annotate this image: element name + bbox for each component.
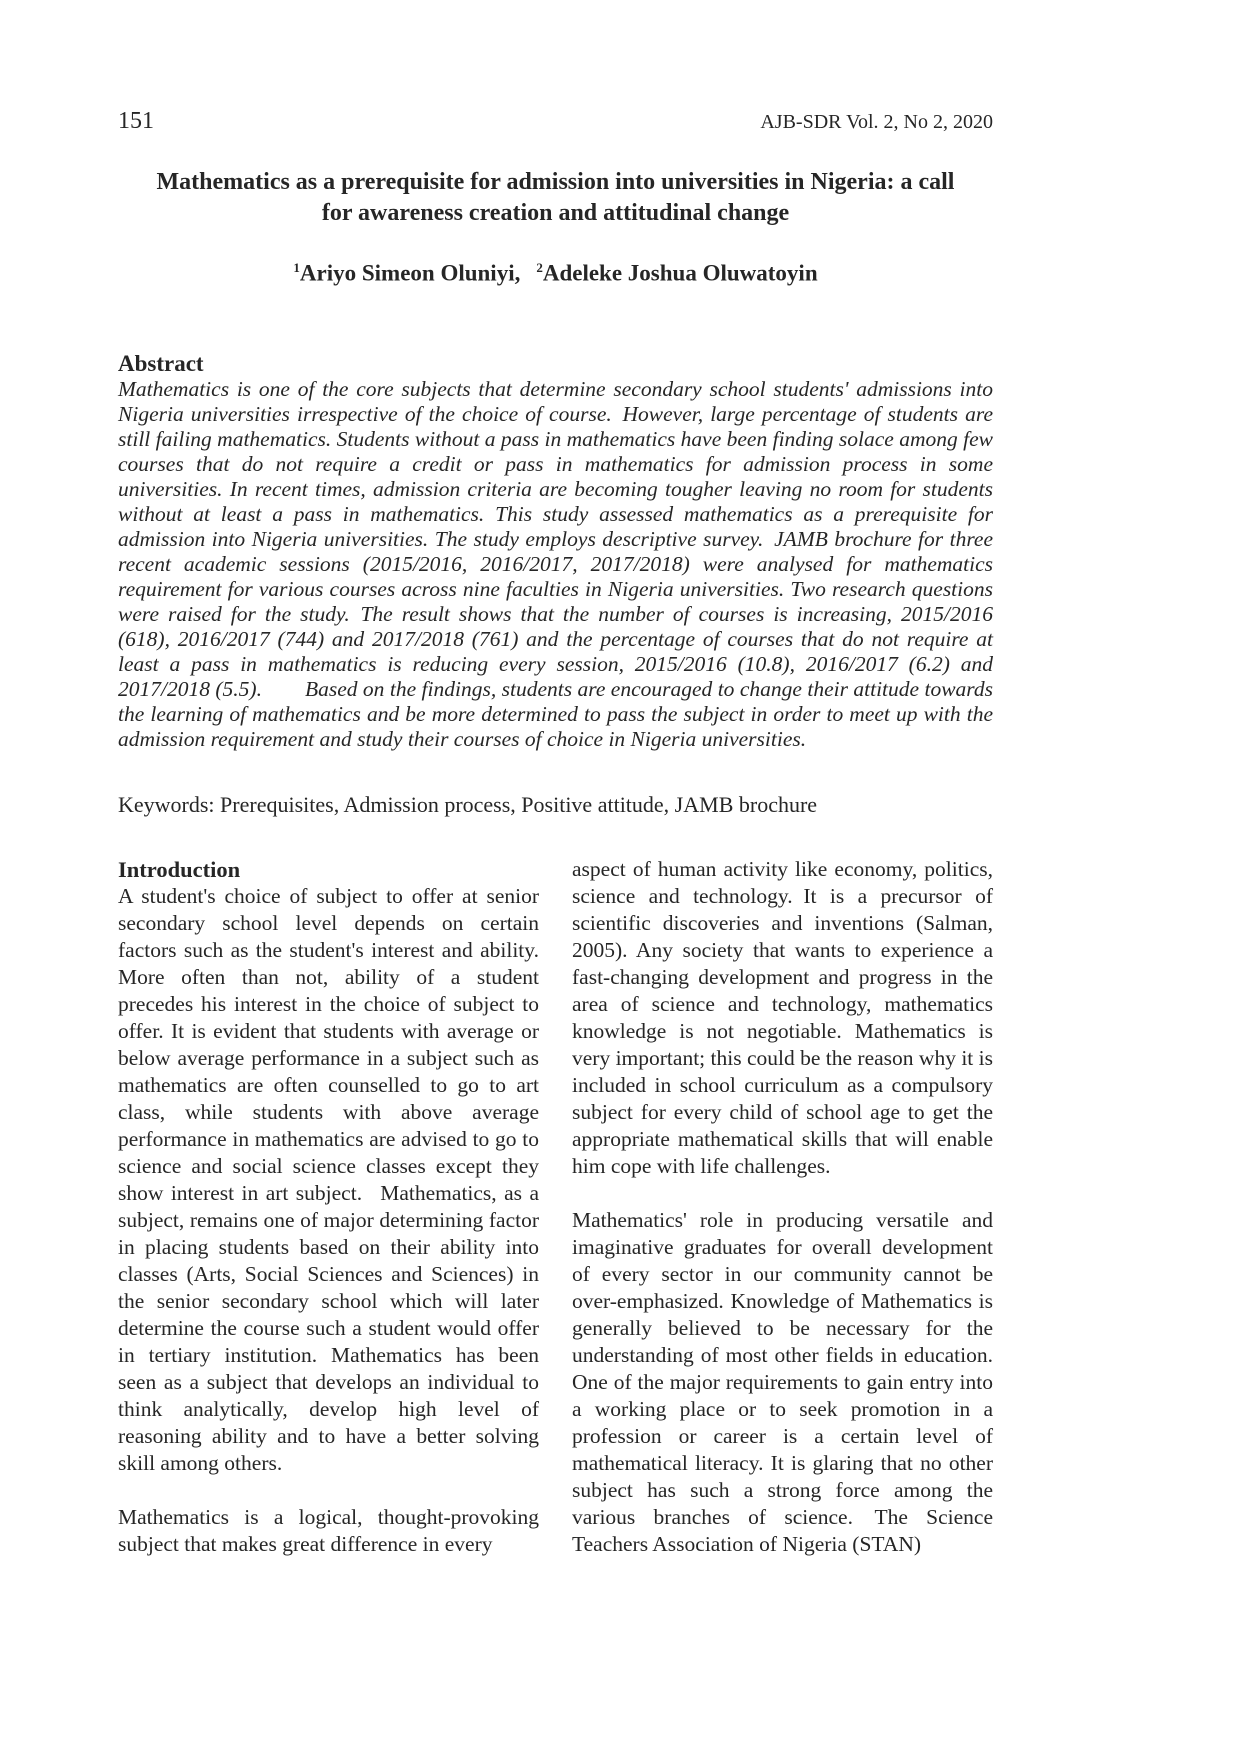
left-column bbox=[118, 856, 539, 1558]
keywords-line bbox=[118, 792, 993, 818]
authors-line bbox=[118, 260, 993, 287]
abstract-heading: Abstract bbox=[118, 351, 204, 377]
intro-paragraph-3: aspect of human activity like economy, politics, science and technology. It is a precursor of scientific discoveries and inventions (Salman, 2005). Any society that wants to experience a fast-changing development and progress in the area of science and technology, mathematics knowledge is not negotiable. Mathematics is very important; this could be the reason why it is included in school curriculum as a compulsory subject for every child of school age to get the appropriate mathematical skills that will enable him cope with life challenges. bbox=[572, 857, 993, 1179]
intro-paragraph-2: Mathematics is a logical, thought-provoking subject that makes great difference in every bbox=[118, 1505, 539, 1557]
introduction-heading: Introduction bbox=[118, 857, 241, 883]
author1-name: Ariyo Simeon Oluniyi, bbox=[299, 261, 521, 287]
intro-paragraph-1: A student's choice of subject to offer at senior secondary school level depends on certain factors such as the student's interest and ability. More often than not, ability of a student precedes his interest in the choice of subject to offer. It is evident that students with average or below average performance in a subject such as mathematics are often counselled to go to art class, while students with above average performance in mathematics are advised to go to science and social science classes except they show interest in art subject. Mathematics, as a subject, remains one of major determining factor in placing students based on their ability into classes (Arts, Social Sciences and Sciences) in the senior secondary school which will later determine the course such a student would offer in tertiary institution. Mathematics has been seen as a subject that develops an individual to think analytically, develop high level of reasoning ability and to have a better solving skill among others. bbox=[118, 884, 539, 1476]
keywords-label: Keywords: bbox=[118, 792, 215, 818]
right-column bbox=[572, 856, 993, 1558]
keywords-items: Prerequisites, Admission process, Positive attitude, JAMB brochure bbox=[220, 792, 818, 818]
intro-paragraph-4: Mathematics' role in producing versatile and imaginative graduates for overall development of every sector in our community cannot be over-emphasized. Knowledge of Mathematics is generally believed to be necessary for the understanding of most other fields in education. One of the major requirements to gain entry into a working place or to seek promotion in a profession or career is a certain level of mathematical literacy. It is glaring that no other subject has such a strong force among the various branches of science. The Science Teachers Association of Nigeria (STAN) bbox=[572, 1208, 993, 1557]
page-header bbox=[118, 108, 993, 135]
author2-name: Adeleke Joshua Oluwatoyin bbox=[542, 261, 818, 287]
page-number: 151 bbox=[118, 108, 154, 134]
author2-superscript: 2 bbox=[536, 260, 543, 276]
author1-superscript: 1 bbox=[293, 260, 300, 276]
paper-title: Mathematics as a prerequisite for admission into universities in Nigeria: a call for awareness creation and attitudinal change bbox=[156, 169, 955, 226]
abstract-section bbox=[118, 351, 993, 752]
journal-reference: AJB-SDR Vol. 2, No 2, 2020 bbox=[760, 111, 993, 133]
abstract-text: Mathematics is one of the core subjects that determine secondary school students' admissions into Nigeria universities irrespective of the choice of course. However, large percentage of students are still failing mathematics. Students without a pass in mathematics have been finding solace among few courses that do not require a credit or pass in mathematics for admission process in some universities. In recent times, admission criteria are becoming tougher leaving no room for students without at least a pass in mathematics. This study assessed mathematics as a prerequisite for admission into Nigeria universities. The study employs descriptive survey. JAMB brochure for three recent academic sessions (2015/2016, 2016/2017, 2017/2018) were analysed for mathematics requirement for various courses across nine faculties in Nigeria universities. Two research questions were raised for the study. The result shows that the number of courses is increasing, 2015/2016 (618), 2016/2017 (744) and 2017/2018 (761) and the percentage of courses that do not require at least a pass in mathematics is reducing every session, 2015/2016 (10.8), 2016/2017 (6.2) and 2017/2018 (5.5). Based on the findings, students are encouraged to change their attitude towards the learning of mathematics and be more determined to pass the subject in order to meet up with the admission requirement and study their courses of choice in Nigeria universities. bbox=[118, 377, 993, 752]
two-column-body bbox=[118, 856, 993, 1558]
